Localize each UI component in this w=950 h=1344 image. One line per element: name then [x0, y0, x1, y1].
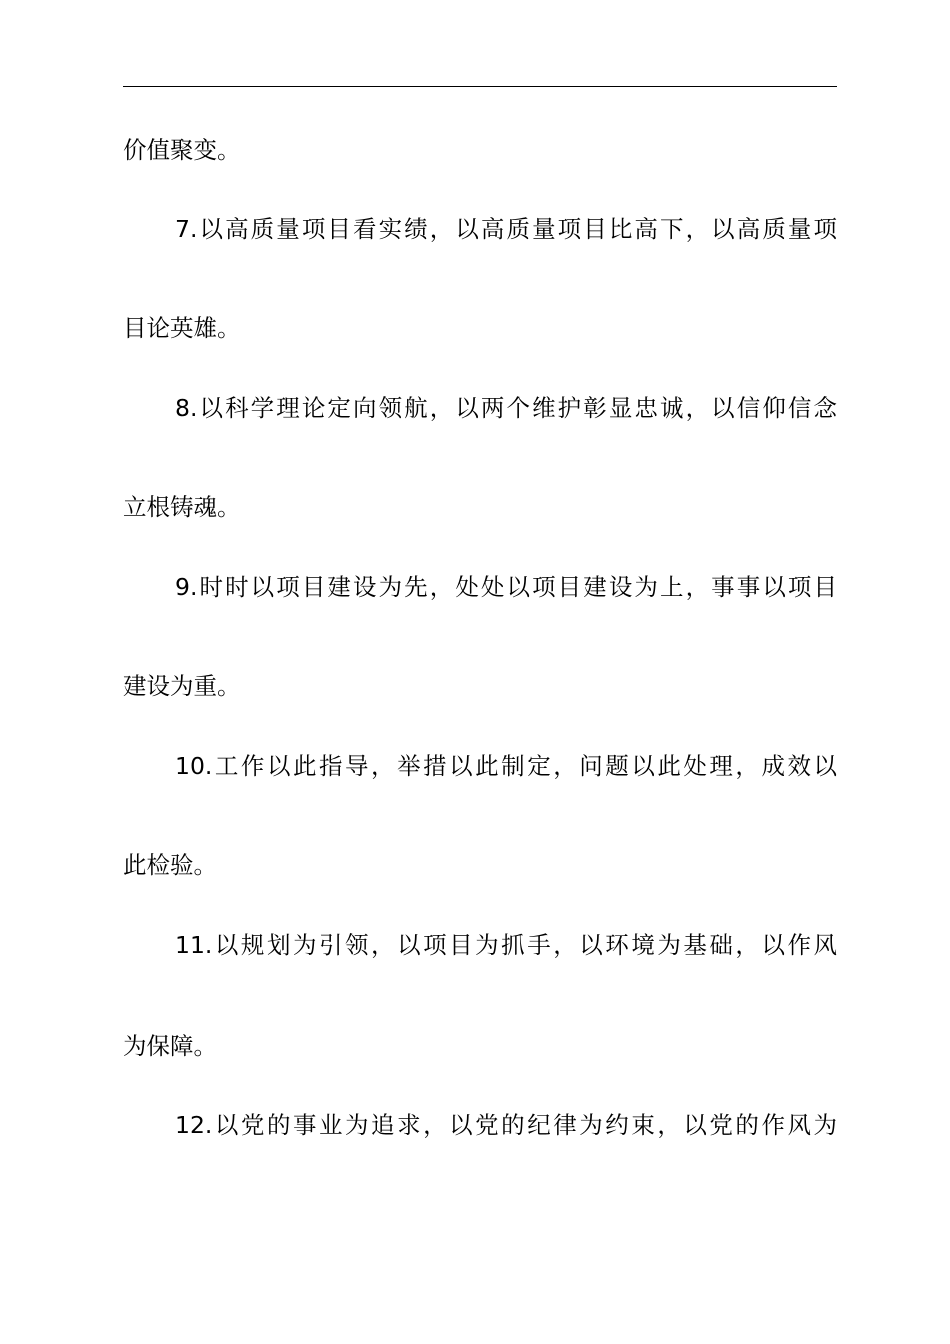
- list-item-11-line-2: 为保障。: [123, 1032, 217, 1060]
- list-item-10-line-1: 10.工作以此指导，举措以此制定，问题以此处理，成效以: [175, 752, 837, 780]
- list-item-8-line-2: 立根铸魂。: [123, 493, 241, 521]
- list-item-9-line-2: 建设为重。: [123, 672, 241, 700]
- text-line-continuation: 价值聚变。: [123, 136, 241, 164]
- list-item-7-line-1: 7.以高质量项目看实绩，以高质量项目比高下，以高质量项: [175, 215, 837, 243]
- list-item-10-line-2: 此检验。: [123, 851, 217, 879]
- list-item-11-line-1: 11.以规划为引领，以项目为抓手，以环境为基础，以作风: [175, 931, 837, 959]
- header-rule: [123, 86, 837, 87]
- list-item-9-line-1: 9.时时以项目建设为先，处处以项目建设为上，事事以项目: [175, 573, 837, 601]
- list-item-7-line-2: 目论英雄。: [123, 314, 241, 342]
- list-item-12-line-1: 12.以党的事业为追求，以党的纪律为约束，以党的作风为: [175, 1111, 837, 1139]
- list-item-8-line-1: 8.以科学理论定向领航，以两个维护彰显忠诚，以信仰信念: [175, 394, 837, 422]
